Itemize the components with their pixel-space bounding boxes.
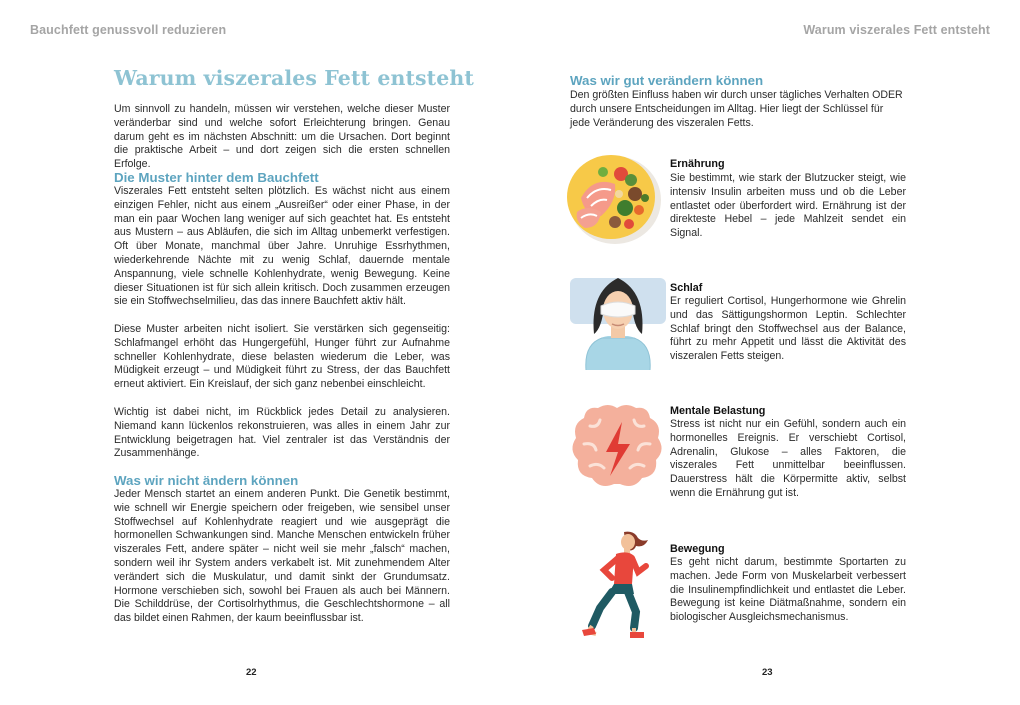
running-head-right: Warum viszerales Fett entsteht [803, 23, 990, 37]
item-title-bewegung: Bewegung [670, 543, 725, 555]
food-plate-icon [563, 150, 663, 251]
item-text-bewegung: Es geht nicht darum, bestimmte Sportarten zu machen. Jede Form von Muskelarbeit verbessert die Insulinempfindlichkeit und entlastet die Leber. Bewegung ist keine Diätmaßnahme, sondern ein biologischer Ausgleichsmechanismus. [670, 556, 906, 624]
brain-lightning-icon [568, 400, 666, 499]
page-number-left: 22 [246, 667, 257, 678]
page-title: Warum viszerales Fett entsteht [114, 66, 474, 90]
muster-paragraph-1: Viszerales Fett entsteht selten plötzlich. Es wächst nicht aus einem einzigen Fehler, nicht aus einem „Ausreißer“ oder einer Phase, in der man ein paar Wochen lang weniger auf sich geachtet hat. Es entsteht aus Mustern – aus Abläufen, die sich im Alltag unbemerkt verfestigen. Oft über Monate, manchmal über Jahre. Unruhige Essrhythmen, wiederkehrende Nächte mit zu wenig Schlaf, dauernde mentale Anspannung, viele schnelle Kohlenhydrate, wenig Bewegung. Keine dieser Situationen ist für sich allein kritisch. Doch zusammen erzeugen sie ein Stoffwechselmilieu, das das innere Bauchfett aktiv hält. [114, 185, 450, 308]
muster-paragraph-2: Diese Muster arbeiten nicht isoliert. Sie verstärken sich gegenseitig: Schlafmangel erhöht das Hungergefühl, Hunger führt zur Aufnahme schneller Kohlenhydrate, diese belasten wiederum die Leber, was Müdigkeit erzeugt – und Müdigkeit führt zu Stress, der das Bauchfett erneut aktiviert. Ein Kreislauf, der sich ganz nebenbei einschleicht. [114, 323, 450, 391]
page-number-right: 23 [762, 667, 773, 678]
veraendern-intro: Den größten Einfluss haben wir durch unser tägliches Verhalten ODER durch unsere Entscheidungen im Alltag. Hier liegt der Schlüssel für jede Veränderung des viszeralen Fetts. [570, 89, 903, 129]
item-title-schlaf: Schlaf [670, 282, 703, 294]
item-text-mentale-belastung: Stress ist nicht nur ein Gefühl, sondern auch ein hormonelles Ereignis. Er verschiebt Cortisol, Adrenalin, Glukose – alles Faktoren, die viszerales Fett unmittelbar beeinflussen. Dauerstress hält die Körpermitte aktiv, selbst wenn die Ernährung gut ist. [670, 418, 906, 499]
section-heading-veraendern: Was wir gut verändern können [570, 73, 764, 88]
running-woman-icon [578, 528, 658, 645]
running-head-left: Bauchfett genussvoll reduzieren [30, 23, 227, 37]
muster-paragraph-3: Wichtig ist dabei nicht, im Rückblick jedes Detail zu analysieren. Niemand kann lückenlos rekonstruieren, was alles in einem Jahr zur Entwicklung beigetragen hat. Viel zentraler ist das Verständnis der Zusammenhänge. [114, 406, 450, 460]
section-heading-nicht-aendern: Was wir nicht ändern können [114, 473, 299, 488]
nicht-aendern-paragraph: Jeder Mensch startet an einem anderen Punkt. Die Genetik bestimmt, wie schnell wir Energie speichern oder freigeben, wie sensibel unser Stoffwechsel auf Kohlenhydrate reagiert und wie ausgeprägt die hormonellen Schwankungen sind. Manche Menschen entwickeln früher viszerales Fett, andere später – nicht weil sie mehr „falsch“ machen, sondern weil ihr System anders verkabelt ist. Mit zunehmendem Alter verändert sich die Muskulatur, und damit sinkt der Grundumsatz. Hormone verschieben sich, sowohl bei Frauen als auch bei Männern. Die Schilddrüse, der Cortisolrhythmus, die Geschlechtshormone – all das bildet einen Rahmen, der kaum beeinflussbar ist. [114, 488, 450, 625]
item-text-ernaehrung: Sie bestimmt, wie stark der Blutzucker steigt, wie intensiv Insulin arbeiten muss und ob die Leber entlastet oder überfordert wird. Ernährung ist der direkteste Hebel – jede Mahlzeit sendet ein Signal. [670, 172, 906, 240]
item-title-mentale-belastung: Mentale Belastung [670, 405, 766, 417]
sleeping-woman-icon [568, 272, 668, 375]
section-heading-muster: Die Muster hinter dem Bauchfett [114, 170, 319, 185]
item-title-ernaehrung: Ernährung [670, 158, 725, 170]
intro-paragraph: Um sinnvoll zu handeln, müssen wir verstehen, welche dieser Muster veränderbar sind und welche sofort Erleichterung bringen. Genau darum geht es im nächsten Abschnitt: um die Ursachen. Dort beginnt die praktische Arbeit – und dort zeigen sich die ersten schnellen Erfolge. [114, 103, 450, 171]
item-text-schlaf: Er reguliert Cortisol, Hungerhormone wie Ghrelin und das Sättigungshormon Leptin. Schlechter Schlaf bringt den Stoffwechsel aus der Balance, führt zu mehr Appetit und lässt die Aktivität des viszeralen Fetts steigen. [670, 295, 906, 363]
